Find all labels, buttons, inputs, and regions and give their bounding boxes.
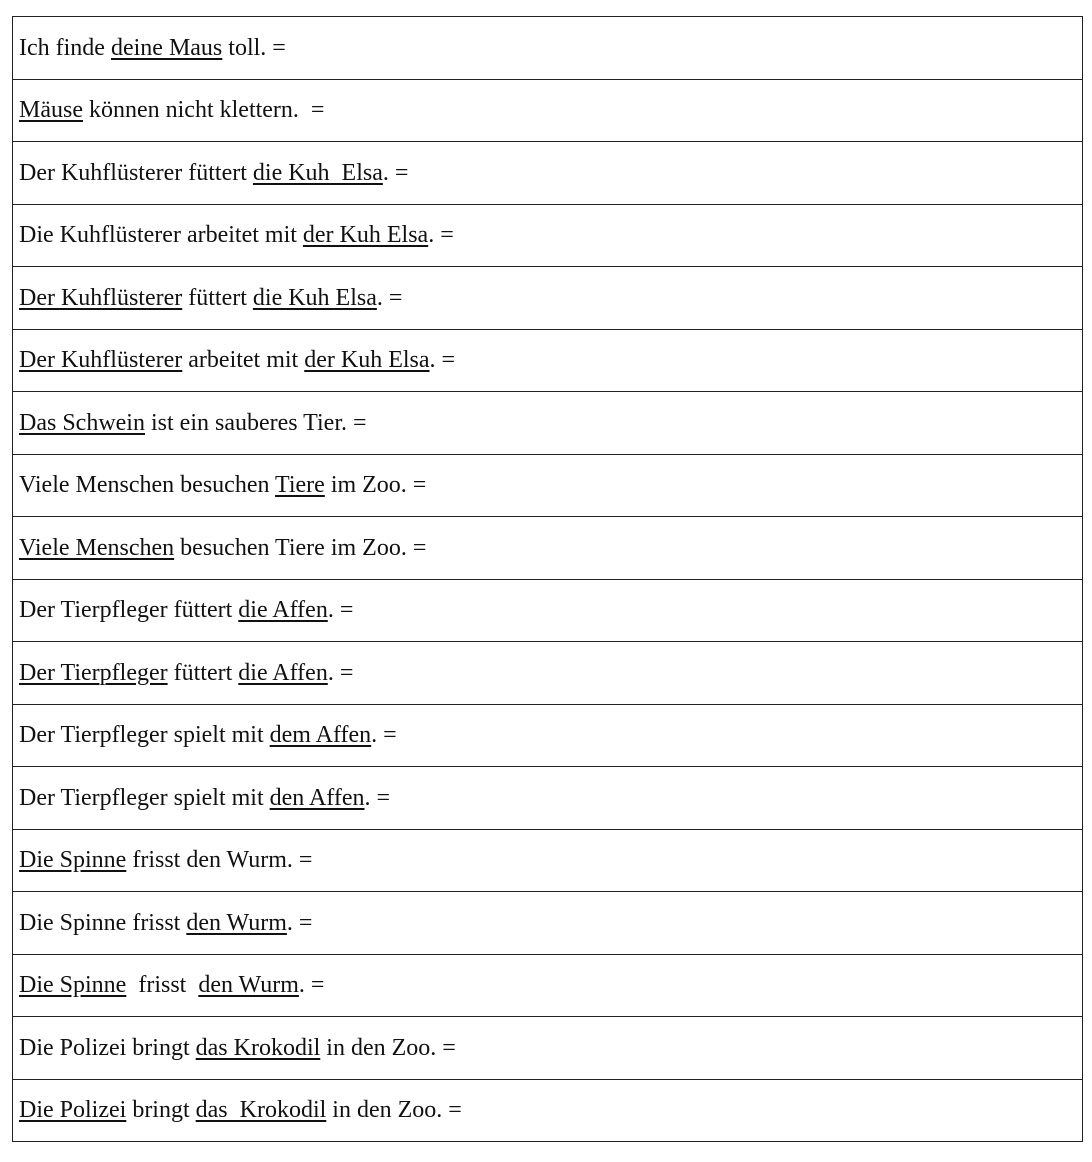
sentence-text: im Zoo. =	[324, 472, 427, 499]
sentence-cell	[13, 829, 1083, 892]
sentence-text: . =	[364, 784, 391, 811]
sentence-cell	[13, 204, 1083, 267]
table-row	[13, 17, 1083, 80]
sentence-text: Ich finde	[19, 34, 111, 61]
underlined-phrase: Die Spinne	[19, 972, 127, 999]
table-row	[13, 329, 1083, 392]
table-row	[13, 79, 1083, 142]
exercise-table	[12, 16, 1083, 1142]
sentence-cell	[13, 1017, 1083, 1080]
sentence-text: bringt	[126, 1097, 196, 1124]
table-row	[13, 767, 1083, 830]
sentence-text: in den Zoo. =	[320, 1034, 456, 1061]
underlined-phrase: das Krokodil	[195, 1034, 321, 1061]
underlined-phrase: den Wurm	[198, 972, 299, 999]
sentence-text: . =	[376, 284, 403, 311]
underlined-phrase: die Kuh Elsa	[252, 284, 377, 311]
sentence-text: arbeitet mit	[182, 347, 305, 374]
exercise-rows	[13, 17, 1083, 1142]
sentence-cell	[13, 17, 1083, 80]
sentence-text: Viele Menschen besuchen	[19, 472, 276, 499]
table-row	[13, 454, 1083, 517]
sentence-cell	[13, 892, 1083, 955]
sentence-text: . =	[298, 972, 325, 999]
table-row	[13, 642, 1083, 705]
table-row	[13, 204, 1083, 267]
table-row	[13, 829, 1083, 892]
sentence-cell	[13, 392, 1083, 455]
sentence-text: Die Kuhflüsterer arbeitet mit	[19, 222, 303, 249]
sentence-text: Die Polizei bringt	[19, 1034, 196, 1061]
sentence-text: Der Tierpfleger füttert	[19, 597, 239, 624]
sentence-text: Der Kuhflüsterer füttert	[19, 159, 253, 186]
sentence-text: toll. =	[222, 34, 286, 61]
underlined-phrase: die Affen	[238, 597, 328, 624]
sentence-cell	[13, 142, 1083, 205]
table-row	[13, 954, 1083, 1017]
sentence-cell	[13, 454, 1083, 517]
underlined-phrase: die Kuh Elsa	[252, 159, 383, 186]
sentence-text: füttert	[182, 284, 253, 311]
underlined-phrase: Die Polizei	[19, 1097, 127, 1124]
sentence-cell	[13, 1079, 1083, 1142]
sentence-text: . =	[327, 659, 354, 686]
sentence-text: . =	[327, 597, 354, 624]
underlined-phrase: Viele Menschen	[19, 534, 175, 561]
sentence-cell	[13, 767, 1083, 830]
underlined-phrase: die Affen	[238, 659, 328, 686]
sentence-text: . =	[429, 347, 456, 374]
underlined-phrase: deine Maus	[110, 34, 223, 61]
underlined-phrase: der Kuh Elsa	[302, 222, 429, 249]
underlined-phrase: Mäuse	[19, 97, 83, 124]
sentence-text: Der Tierpfleger spielt mit	[19, 722, 270, 749]
sentence-cell	[13, 267, 1083, 330]
sentence-text: besuchen Tiere im Zoo. =	[174, 534, 427, 561]
sentence-text: füttert	[167, 659, 239, 686]
underlined-phrase: Die Spinne	[19, 847, 127, 874]
table-row	[13, 517, 1083, 580]
table-row	[13, 392, 1083, 455]
sentence-text: . =	[428, 222, 454, 249]
table-row	[13, 267, 1083, 330]
sentence-text: Der Tierpfleger spielt mit	[19, 784, 270, 811]
sentence-text: . =	[286, 909, 313, 936]
underlined-phrase: Der Kuhflüsterer	[19, 347, 183, 374]
table-row	[13, 142, 1083, 205]
underlined-phrase: das Krokodil	[195, 1097, 327, 1124]
underlined-phrase: Der Kuhflüsterer	[19, 284, 183, 311]
sentence-cell	[13, 642, 1083, 705]
sentence-text: Die Spinne frisst	[19, 909, 187, 936]
sentence-text: in den Zoo. =	[326, 1097, 462, 1124]
underlined-phrase: Das Schwein	[19, 409, 145, 436]
underlined-phrase: der Kuh Elsa	[304, 347, 430, 374]
table-row	[13, 704, 1083, 767]
table-row	[13, 579, 1083, 642]
table-row	[13, 892, 1083, 955]
sentence-cell	[13, 517, 1083, 580]
sentence-text: . =	[382, 159, 409, 186]
table-row	[13, 1017, 1083, 1080]
table-row	[13, 1079, 1083, 1142]
underlined-phrase: Tiere	[275, 472, 325, 499]
sentence-text: frisst den Wurm. =	[126, 847, 313, 874]
sentence-text: können nicht klettern. =	[82, 97, 325, 124]
sentence-cell	[13, 954, 1083, 1017]
underlined-phrase: den Affen	[269, 784, 365, 811]
underlined-phrase: Der Tierpfleger	[19, 659, 168, 686]
sentence-cell	[13, 704, 1083, 767]
sentence-cell	[13, 329, 1083, 392]
underlined-phrase: dem Affen	[269, 722, 372, 749]
sentence-text: frisst	[126, 972, 199, 999]
sentence-cell	[13, 79, 1083, 142]
underlined-phrase: den Wurm	[186, 909, 287, 936]
sentence-text: . =	[371, 722, 397, 749]
sentence-text: ist ein sauberes Tier. =	[144, 409, 367, 436]
sentence-cell	[13, 579, 1083, 642]
